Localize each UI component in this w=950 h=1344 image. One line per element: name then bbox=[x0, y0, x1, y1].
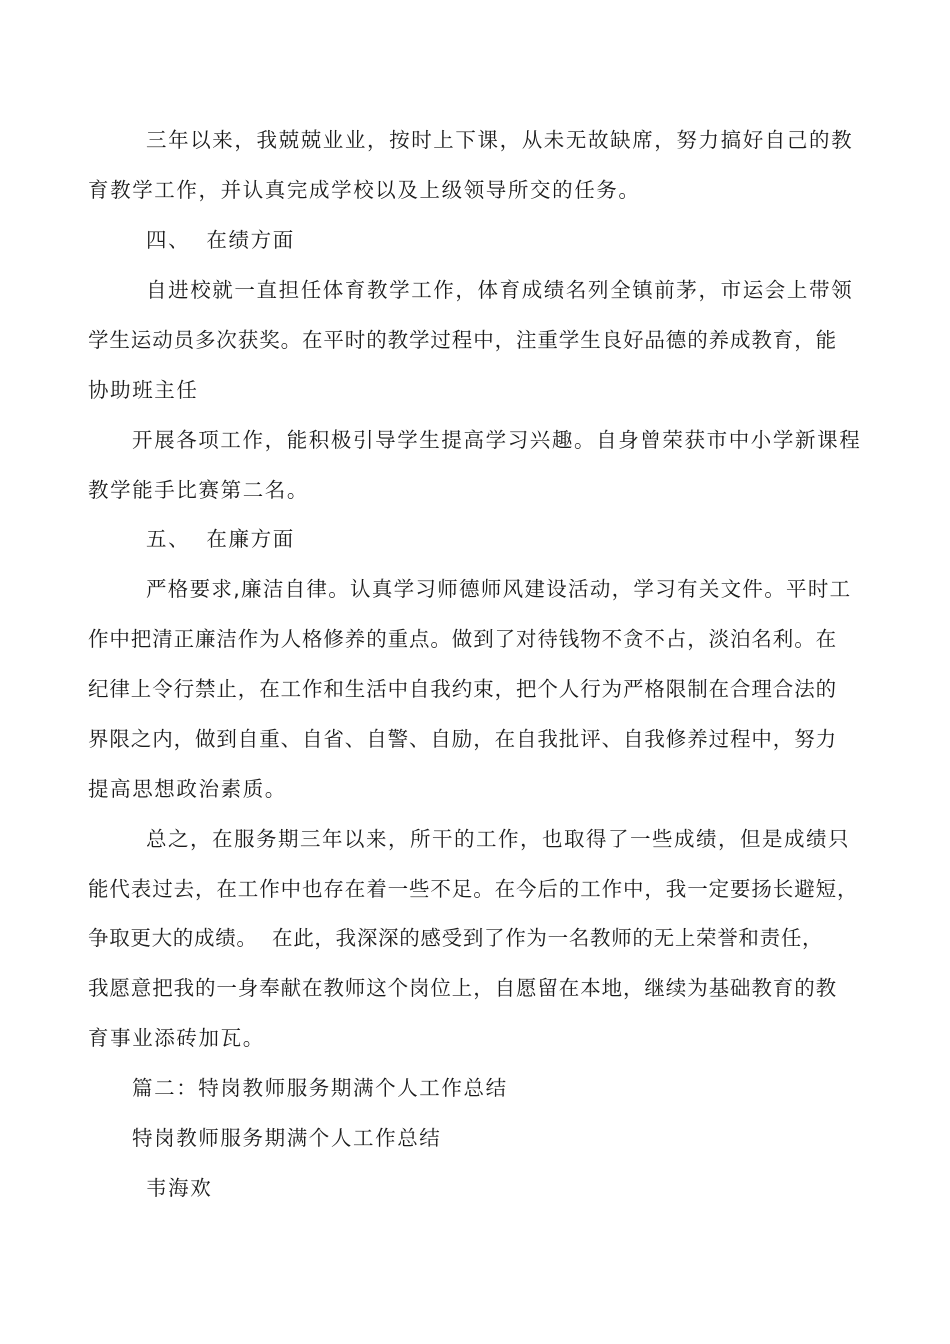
paragraph-line: 开展各项工作，能积极引导学生提高学习兴趣。自身曾荣获市中小学新课程 bbox=[132, 428, 862, 452]
author-name: 韦海欢 bbox=[146, 1176, 213, 1200]
paragraph-line: 我愿意把我的一身奉献在教师这个岗位上，自愿留在本地，继续为基础教育的教 bbox=[88, 976, 837, 1000]
paragraph-line: 总之，在服务期三年以来，所干的工作，也取得了一些成绩，但是成绩只 bbox=[146, 827, 850, 851]
paragraph-line: 自进校就一直担任体育教学工作，体育成绩名列全镇前茅，市运会上带领 bbox=[146, 278, 854, 302]
paragraph-line: 协助班主任 bbox=[88, 378, 199, 402]
document-title: 特岗教师服务期满个人工作总结 bbox=[132, 1126, 442, 1150]
paragraph-line: 能代表过去，在工作中也存在着一些不足。在今后的工作中，我一定要扬长避短， bbox=[88, 877, 859, 901]
paragraph-line: 严格要求,廉洁自律。认真学习师德师风建设活动，学习有关文件。平时工 bbox=[146, 577, 852, 601]
paragraph-line: 争取更大的成绩。 在此，我深深的感受到了作为一名教师的无上荣誉和责任， bbox=[88, 926, 824, 950]
section-heading: 五、 在廉方面 bbox=[146, 527, 295, 551]
paragraph-line: 学生运动员多次获奖。在平时的教学过程中，注重学生良好品德的养成教育，能 bbox=[88, 328, 837, 352]
paragraph-line: 纪律上令行禁止，在工作和生活中自我约束，把个人行为严格限制在合理合法的 bbox=[88, 677, 837, 701]
paragraph-line: 界限之内，做到自重、自省、自警、自励，在自我批评、自我修养过程中，努力 bbox=[88, 727, 837, 751]
paragraph-line: 提高思想政治素质。 bbox=[88, 777, 287, 801]
paragraph-line: 作中把清正廉洁作为人格修养的重点。做到了对待钱物不贪不占，淡泊名利。在 bbox=[88, 627, 837, 651]
paragraph-line: 育教学工作，并认真完成学校以及上级领导所交的任务。 bbox=[88, 178, 641, 202]
section-heading: 四、 在绩方面 bbox=[146, 228, 295, 252]
article-heading: 篇二：特岗教师服务期满个人工作总结 bbox=[132, 1076, 508, 1100]
paragraph-line: 育事业添砖加瓦。 bbox=[88, 1026, 265, 1050]
paragraph-line: 三年以来，我兢兢业业，按时上下课，从未无故缺席，努力搞好自己的教 bbox=[146, 128, 854, 152]
paragraph-line: 教学能手比赛第二名。 bbox=[88, 478, 309, 502]
